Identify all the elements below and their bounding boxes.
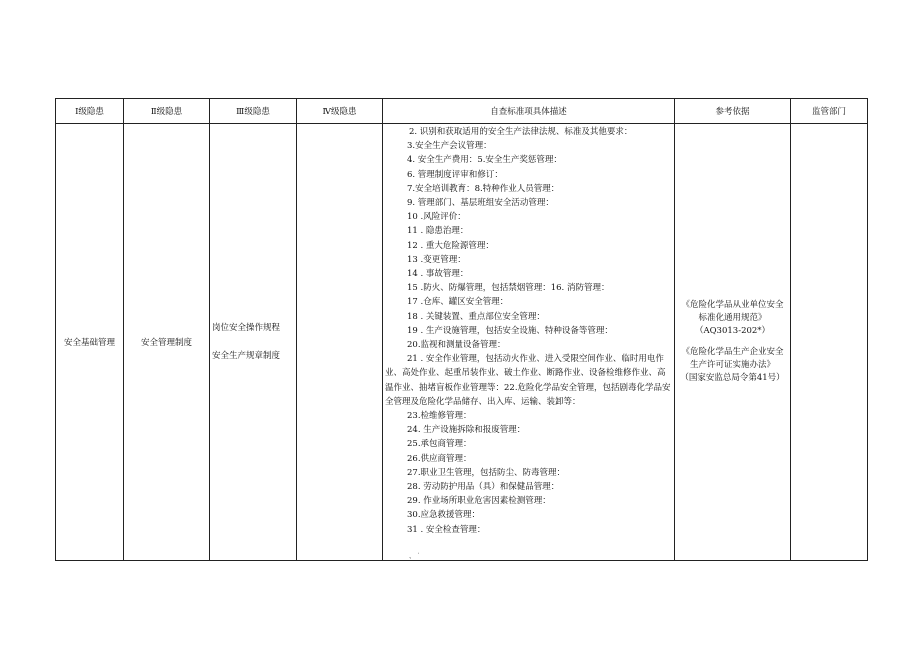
header-level3: Ⅲ级隐患 [210, 99, 297, 124]
description-item: 10 .风险评价： [407, 212, 466, 223]
description-item: 25.承包商管理： [407, 439, 472, 450]
header-level1: Ⅰ级隐患 [56, 99, 124, 124]
description-item: 4. 安全生产费用：5.安全生产奖惩管理： [407, 155, 562, 166]
description-item: 19 . 生产设施管理，包括安全设施、特种设备等管理： [407, 325, 613, 336]
department-cell [791, 124, 868, 561]
level3-item: 岗位安全操作规程 [212, 323, 281, 333]
description-cell [383, 124, 675, 561]
description-item: 24. 生产设施拆除和报废管理： [407, 425, 526, 436]
basis-line: （国家安监总局令第41号） [680, 373, 785, 383]
description-item: 7.安全培训教育：8.特种作业人员管理： [407, 183, 560, 194]
description-item: 20.监视和测量设备管理： [407, 340, 506, 351]
description-item: 17 .仓库、罐区安全管理： [407, 297, 509, 308]
header-level2: Ⅱ级隐患 [124, 99, 210, 124]
description-item: 3.安全生产会议管理： [407, 141, 492, 152]
description-item: 2. 识别和获取适用的安全生产法律法规、标准及其他要求： [409, 127, 633, 137]
header-basis: 参考依据 [675, 99, 791, 124]
description-item: 13 .变更管理： [407, 254, 466, 265]
description-item: 28. 劳动防护用品（具）和保健品管理： [407, 482, 560, 493]
description-item: 30.应急救援管理： [407, 510, 481, 521]
description-item: 14 . 事故管理： [407, 269, 469, 280]
basis-cell [675, 124, 791, 561]
level3-cell [210, 124, 297, 561]
level1-cell: 安全基础管理 [56, 124, 124, 561]
basis-line: （AQ3013-202*） [694, 326, 771, 336]
level3-item: 安全生产规章制度 [212, 351, 281, 361]
header-level4: Ⅳ级隐患 [297, 99, 383, 124]
description-item: 18 . 关键装置、重点部位安全管理： [407, 311, 545, 322]
description-item: 29. 作业场所职业危害因素检测管理： [407, 496, 551, 507]
table-header-row [56, 99, 868, 124]
header-department: 监管部门 [791, 99, 868, 124]
header-description: 自查标准项具体描述 [383, 99, 675, 124]
level4-cell [297, 124, 383, 561]
level2-cell: 安全管理制度 [124, 124, 210, 561]
table-row [56, 124, 868, 561]
description-item: 15 .防火、防爆管理，包括禁烟管理：16. 消防管理： [407, 283, 610, 294]
description-item: 26.供应商管理： [407, 453, 472, 464]
description-item: 27.职业卫生管理，包括防尘、防毒管理： [407, 467, 566, 478]
description-item: 23.检维修管理： [407, 411, 472, 422]
description-item: 11 . 隐患治理： [407, 226, 469, 237]
description-item: 6. 管理制度评审和修订： [407, 169, 503, 180]
basis-line: 《危险化学品从业单位安全标准化通用规范》 [681, 300, 784, 323]
basis-line: 《危险化学品生产企业安全生产许可证实施办法》 [681, 347, 784, 370]
hazard-standard-table [55, 98, 868, 561]
description-item: 31 . 安全检查管理： [407, 524, 486, 535]
cut-off-text: 、 ˙ [409, 553, 420, 560]
description-item: 12 . 重大危险源管理： [407, 240, 494, 251]
description-item: 21 . 安全作业管理，包括动火作业、进入受限空间作业、临时用电作业、高处作业、起重吊装作业、破土作业、断路作业、设备检维修作业、高温作业、抽堵盲板作业管理等：22.危险化学品安全管理，包括剧毒化学品安全管理及危险化学品储存、出入库、运输、装卸等： [385, 354, 671, 407]
description-item: 9. 管理部门、基层班组安全活动管理： [407, 198, 554, 209]
